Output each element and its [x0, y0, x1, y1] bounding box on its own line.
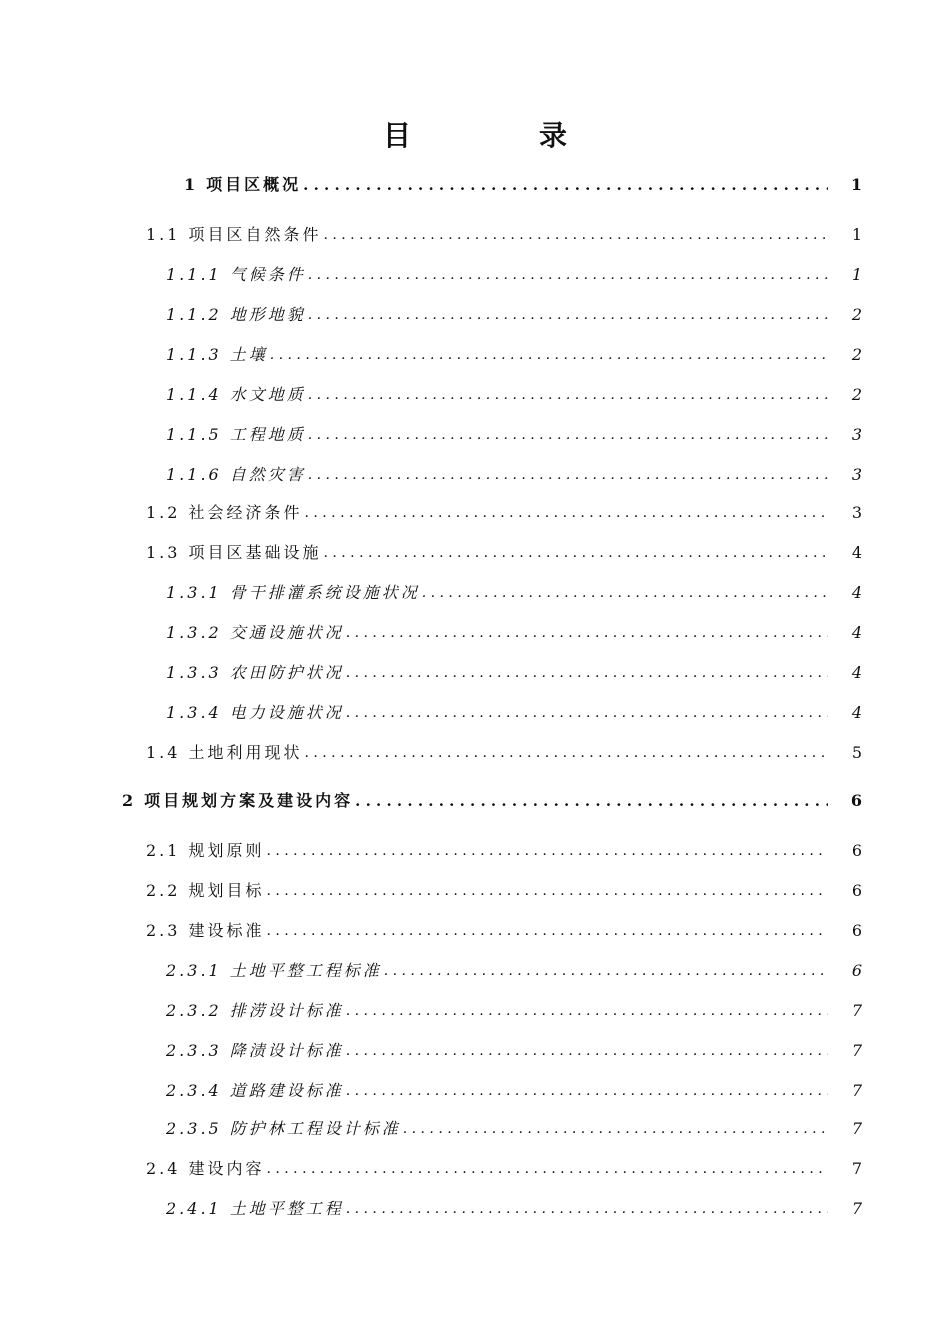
toc-entry[interactable]	[166, 422, 862, 448]
toc-entry-label: 社会经济条件	[188, 503, 303, 522]
dot-leader	[266, 878, 828, 904]
toc-entry[interactable]	[166, 580, 862, 606]
dot-leader	[270, 342, 828, 368]
toc-entry[interactable]	[184, 172, 862, 198]
toc-page-number: 6	[850, 791, 862, 810]
toc-entry-title	[184, 172, 301, 198]
dot-leader	[323, 222, 828, 248]
toc-page-number: 7	[851, 1159, 862, 1178]
dot-leader	[346, 1196, 828, 1222]
toc-entry-number: 1.1.2	[166, 305, 222, 324]
toc-entry-label: 排涝设计标准	[229, 1001, 344, 1020]
toc-page-number: 6	[851, 961, 862, 980]
toc-entry[interactable]	[146, 740, 862, 766]
toc-entry-number: 1.3	[146, 543, 181, 562]
toc-entry-label: 项目区基础设施	[188, 543, 322, 562]
toc-entry-label: 交通设施状况	[229, 623, 344, 642]
dot-leader	[346, 998, 828, 1024]
toc-entry-title	[146, 838, 264, 864]
toc-entry[interactable]	[166, 1078, 862, 1104]
dot-leader	[308, 382, 828, 408]
toc-entry-number: 2.3.4	[166, 1081, 222, 1100]
toc-page-number: 1	[850, 175, 862, 194]
toc-entry-number: 1.1.5	[166, 425, 222, 444]
toc-entry-label: 工程地质	[229, 425, 306, 444]
toc-entry-label: 防护林工程设计标准	[229, 1119, 401, 1138]
toc-entry[interactable]	[146, 878, 862, 904]
toc-entry-title	[166, 302, 306, 328]
toc-entry-label: 农田防护状况	[229, 663, 344, 682]
toc-entry-number: 2.3.2	[166, 1001, 222, 1020]
toc-entry-number: 1.2	[146, 503, 181, 522]
toc-entry[interactable]	[166, 462, 862, 488]
toc-entry-label: 土地利用现状	[188, 743, 303, 762]
toc-entry-number: 1.3.1	[166, 583, 222, 602]
toc-page-number: 2	[851, 305, 862, 324]
toc-entry-number: 1.1.4	[166, 385, 222, 404]
toc-entry[interactable]	[166, 700, 862, 726]
toc-entry[interactable]	[166, 262, 862, 288]
toc-page-number: 4	[851, 543, 862, 562]
toc-page-number: 4	[851, 663, 862, 682]
toc-page-number: 7	[851, 1041, 862, 1060]
dot-leader	[304, 740, 828, 766]
toc-entry-number: 1.1.3	[166, 345, 222, 364]
toc-entry[interactable]	[146, 222, 862, 248]
toc-entry-number: 2.4	[146, 1159, 181, 1178]
toc-entry-number: 2	[122, 791, 137, 810]
dot-leader	[346, 620, 828, 646]
page-title: 目 录	[382, 119, 617, 152]
toc-entry-title	[166, 958, 382, 984]
toc-entry[interactable]	[146, 918, 862, 944]
toc-entry-label: 土壤	[229, 345, 268, 364]
toc-entry-title	[166, 462, 306, 488]
toc-page-number: 6	[851, 841, 862, 860]
toc-entry-label: 降渍设计标准	[229, 1041, 344, 1060]
toc-entry[interactable]	[166, 1196, 862, 1222]
dot-leader	[403, 1116, 828, 1142]
toc-entry-number: 1.3.4	[166, 703, 222, 722]
toc-entry[interactable]	[166, 998, 862, 1024]
dot-leader	[422, 580, 828, 606]
toc-entry-title	[166, 1116, 401, 1142]
dot-leader	[346, 700, 828, 726]
toc-entry-label: 道路建设标准	[229, 1081, 344, 1100]
toc-entry-title	[166, 1078, 344, 1104]
dot-leader	[266, 838, 828, 864]
toc-page-number: 4	[851, 623, 862, 642]
dot-leader	[308, 302, 828, 328]
dot-leader	[304, 500, 828, 526]
toc-page-number: 1	[851, 265, 862, 284]
toc-entry-number: 1.1.1	[166, 265, 222, 284]
toc-entry-label: 项目区自然条件	[188, 225, 322, 244]
toc-entry-title	[166, 422, 306, 448]
toc-entry-number: 2.3.5	[166, 1119, 222, 1138]
toc-page-number: 6	[851, 921, 862, 940]
toc-page-number: 3	[851, 465, 862, 484]
toc-entry-title	[146, 878, 264, 904]
toc-page-number: 2	[851, 385, 862, 404]
toc-entry-number: 2.3.1	[166, 961, 222, 980]
dot-leader	[308, 462, 828, 488]
toc-entry-title	[146, 500, 302, 526]
toc-entry-label: 规划原则	[188, 841, 265, 860]
toc-entry[interactable]	[146, 1156, 862, 1182]
toc-entry-title	[122, 788, 353, 814]
toc-entry-label: 建设标准	[188, 921, 265, 940]
toc-entry-number: 2.4.1	[166, 1199, 222, 1218]
toc-entry-title	[166, 998, 344, 1024]
dot-leader	[346, 1038, 828, 1064]
toc-entry-title	[146, 222, 321, 248]
toc-page-number: 2	[851, 345, 862, 364]
toc-entry[interactable]	[166, 660, 862, 686]
dot-leader	[308, 262, 828, 288]
toc-entry[interactable]	[166, 958, 862, 984]
toc-entry-number: 1.3.3	[166, 663, 222, 682]
dot-leader	[266, 918, 828, 944]
toc-page-number: 7	[851, 1081, 862, 1100]
toc-entry-number: 1.3.2	[166, 623, 222, 642]
toc-entry-title	[166, 262, 306, 288]
toc-entry-label: 项目区概况	[206, 175, 302, 194]
toc-entry[interactable]	[166, 342, 862, 368]
toc-page-number: 3	[851, 503, 862, 522]
toc-entry-number: 2.1	[146, 841, 181, 860]
toc-entry[interactable]	[166, 1116, 862, 1142]
toc-entry-label: 建设内容	[188, 1159, 265, 1178]
toc-entry-title	[166, 700, 344, 726]
toc-entry-title	[166, 620, 344, 646]
toc-entry-label: 电力设施状况	[229, 703, 344, 722]
dot-leader	[346, 660, 828, 686]
dot-leader	[346, 1078, 828, 1104]
toc-entry-label: 气候条件	[229, 265, 306, 284]
toc-entry[interactable]	[122, 788, 862, 814]
toc-entry[interactable]	[166, 302, 862, 328]
toc-entry-number: 1.1.6	[166, 465, 222, 484]
toc-entry-label: 自然灾害	[229, 465, 306, 484]
toc-entry[interactable]	[146, 500, 862, 526]
toc-entry[interactable]	[166, 620, 862, 646]
dot-leader	[323, 540, 828, 566]
toc-entry-number: 1	[184, 175, 199, 194]
toc-entry-label: 骨干排灌系统设施状况	[229, 583, 420, 602]
toc-entry-label: 土地平整工程	[229, 1199, 344, 1218]
toc-page-number: 4	[851, 703, 862, 722]
dot-leader	[303, 172, 828, 198]
toc-entry-label: 地形地貌	[229, 305, 306, 324]
toc-entry-number: 2.2	[146, 881, 181, 900]
dot-leader	[308, 422, 828, 448]
toc-entry-title	[166, 580, 420, 606]
toc-entry-number: 2.3	[146, 921, 181, 940]
toc-page-number: 6	[851, 881, 862, 900]
toc-entry-title	[146, 540, 321, 566]
toc-page-number: 7	[851, 1119, 862, 1138]
toc-entry-label: 规划目标	[188, 881, 265, 900]
toc-page-number: 7	[851, 1001, 862, 1020]
toc-entry-label: 项目规划方案及建设内容	[144, 791, 354, 810]
toc-entry-label: 土地平整工程标准	[229, 961, 382, 980]
toc-entry-title	[146, 740, 302, 766]
toc-entry-title	[146, 918, 264, 944]
toc-entry-number: 2.3.3	[166, 1041, 222, 1060]
toc-entry-title	[166, 1196, 344, 1222]
toc-page-number: 5	[851, 743, 862, 762]
toc-entry[interactable]	[166, 1038, 862, 1064]
toc-entry-title	[166, 342, 268, 368]
dot-leader	[384, 958, 828, 984]
toc-entry-title	[166, 382, 306, 408]
dot-leader	[355, 788, 828, 814]
toc-entry[interactable]	[166, 382, 862, 408]
toc-entry-title	[166, 660, 344, 686]
toc-page-number: 1	[851, 225, 862, 244]
toc-entry-number: 1.4	[146, 743, 181, 762]
toc-entry-number: 1.1	[146, 225, 181, 244]
toc-entry-title	[166, 1038, 344, 1064]
toc-page-number: 3	[851, 425, 862, 444]
toc-page-number: 7	[851, 1199, 862, 1218]
dot-leader	[266, 1156, 828, 1182]
toc-entry[interactable]	[146, 540, 862, 566]
toc-entry-title	[146, 1156, 264, 1182]
toc-entry-label: 水文地质	[229, 385, 306, 404]
toc-entry[interactable]	[146, 838, 862, 864]
toc-page-number: 4	[851, 583, 862, 602]
